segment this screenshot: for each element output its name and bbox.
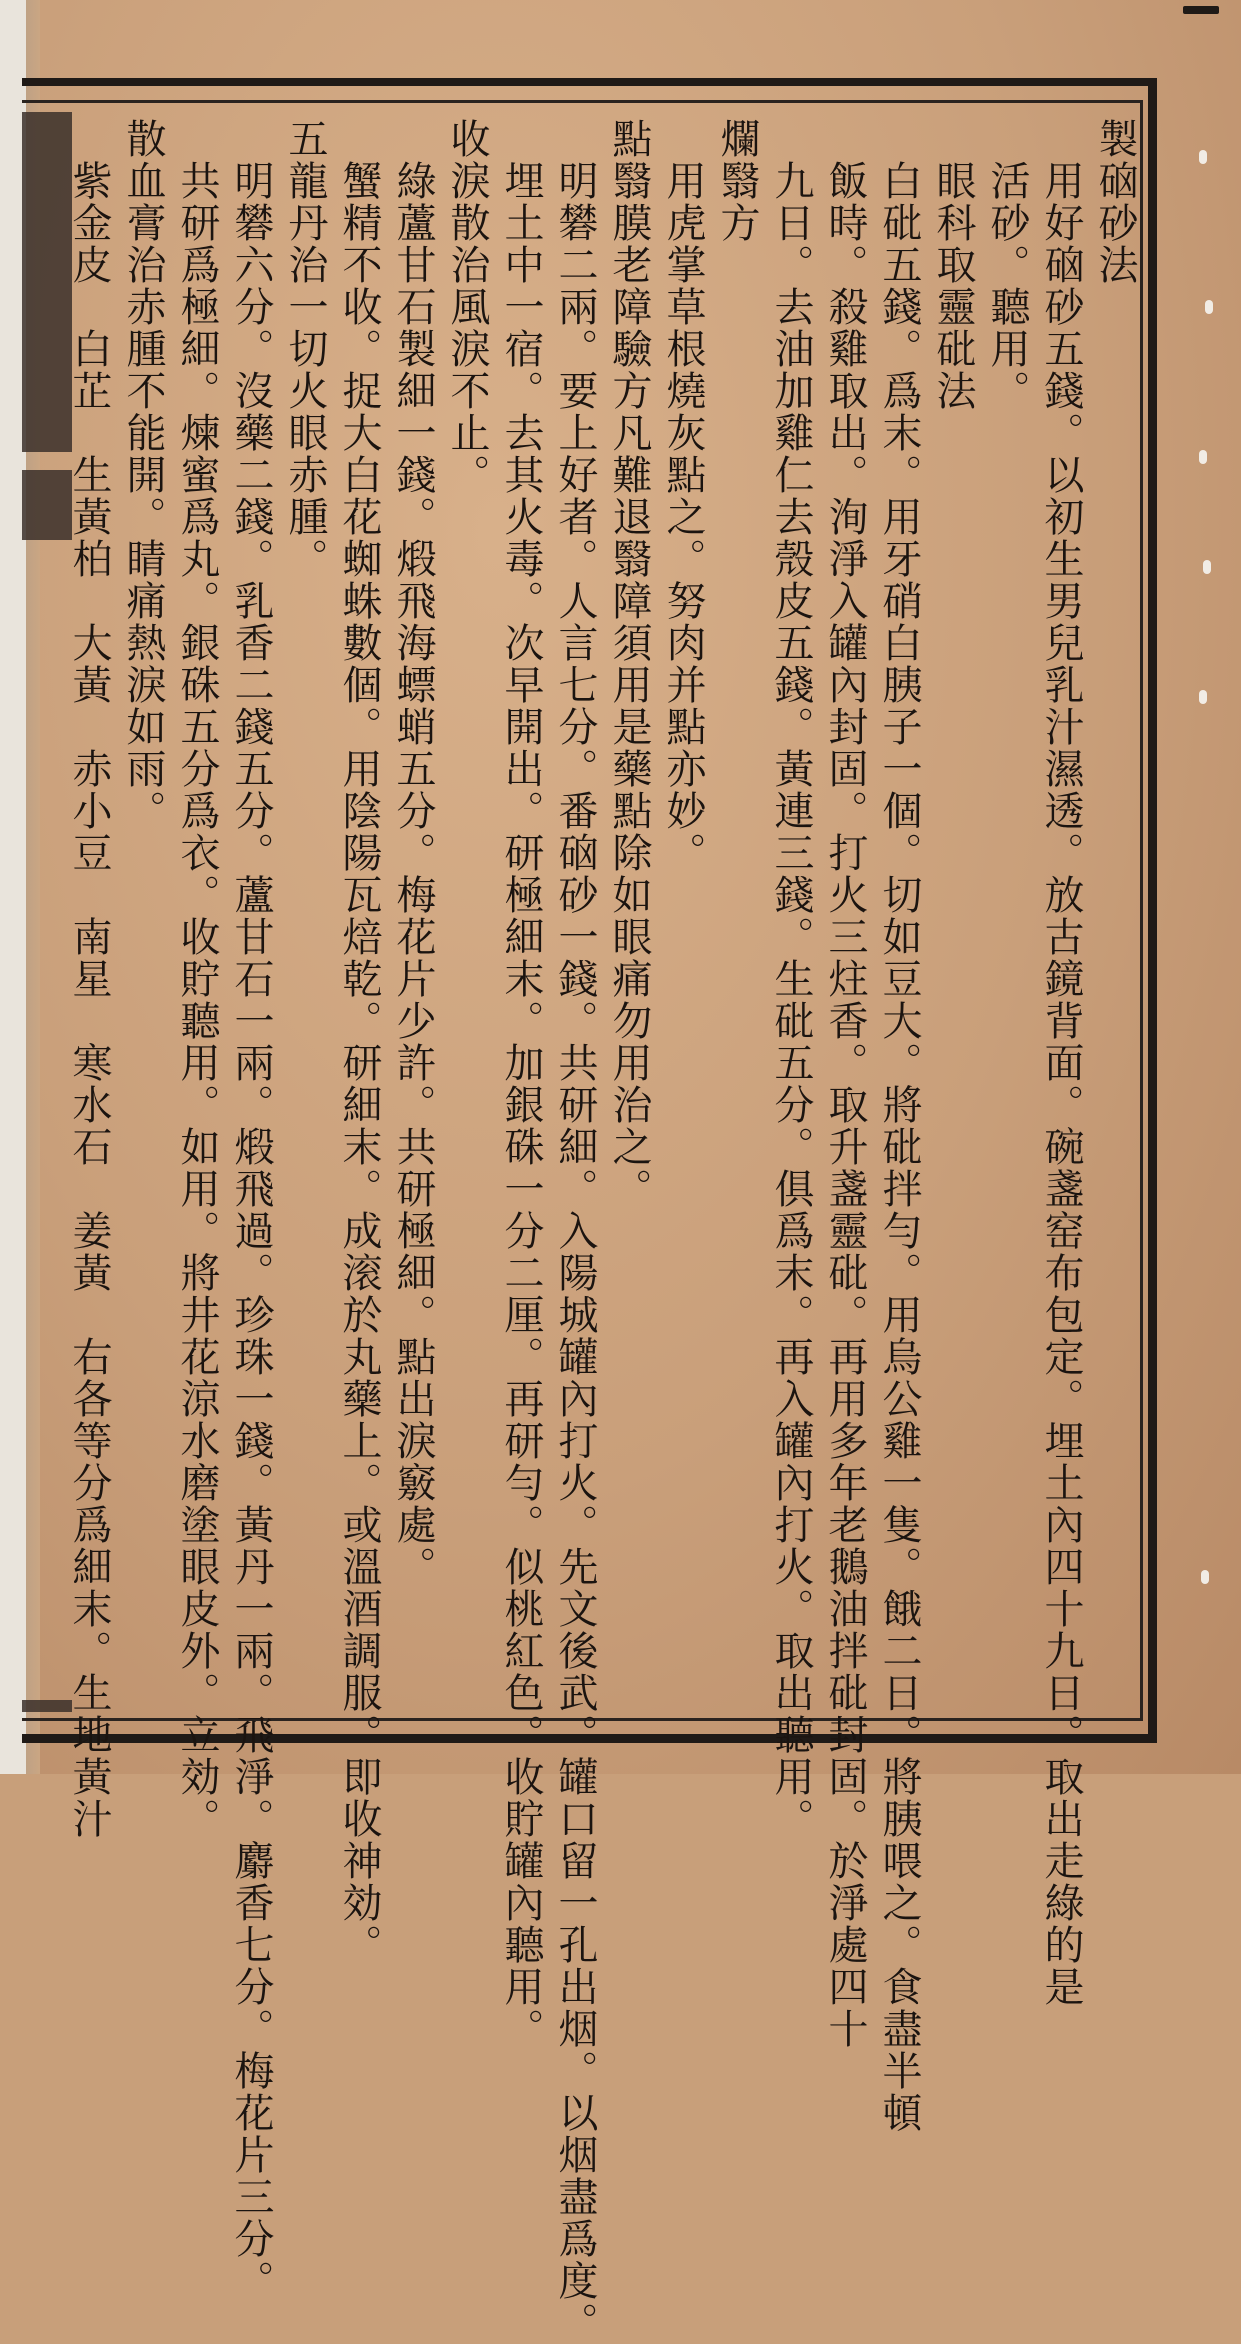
text-column-10: 點翳膜老障驗方凡難退翳障須用是藥點除如眼痛勿用治之。 — [606, 118, 652, 1210]
text-column-4: 眼科取靈砒法 — [930, 160, 976, 412]
text-column-8: 爛翳方 — [714, 118, 760, 244]
text-column-3: 活砂。聽用。 — [984, 160, 1030, 412]
text-column-16: 五龍丹治一切火眼赤腫。 — [282, 118, 328, 580]
vertical-text-block — [66, 118, 1138, 2344]
binding-hole — [1199, 690, 1207, 704]
binding-hole — [1203, 560, 1211, 574]
text-column-14: 綠蘆甘石製細一錢。煅飛海螵蛸五分。梅花片少許。共研極細。點出淚竅處。 — [390, 160, 436, 1588]
binding-hole — [1199, 450, 1207, 464]
text-column-15: 蟹精不收。捉大白花蜘蛛數個。用陰陽瓦焙乾。研細末。成滚於丸藥上。或溫酒調服。即收神効。 — [336, 160, 382, 1966]
bleed-through-mark — [22, 112, 72, 452]
text-column-17: 明礬六分。沒藥二錢。乳香二錢五分。蘆甘石一兩。煅飛過。珍珠一錢。黃丹一兩。飛淨。麝香七分。梅花片三分。 — [228, 160, 274, 2302]
text-column-7: 九日。去油加雞仁去殼皮五錢。黃連三錢。生砒五分。俱爲末。再入罐內打火。取出聽用。 — [768, 160, 814, 1840]
binding-holes — [1185, 0, 1225, 1774]
text-column-5: 白砒五錢。爲末。用牙硝白胰子一個。切如豆大。將砒拌勻。用烏公雞一隻。餓二日。將胰喂之。食盡半頓 — [876, 160, 922, 2134]
text-column-11: 明礬二兩。要上好者。人言七分。番硇砂一錢。共研細。入陽城罐內打火。先文後武。罐口留一孔出烟。以烟盡爲度。 — [552, 160, 598, 2344]
text-column-12: 埋土中一宿。去其火毒。次早開出。研極細末。加銀硃一分二厘。再研勻。似桃紅色。收貯罐內聽用。 — [498, 160, 544, 2050]
text-column-13: 收淚散治風淚不止。 — [444, 118, 490, 496]
bleed-through-mark — [22, 1700, 72, 1712]
text-column-1: 製硇砂法 — [1092, 118, 1138, 286]
binding-hole — [1199, 150, 1207, 164]
text-column-18: 共研爲極細。煉蜜爲丸。銀硃五分爲衣。收貯聽用。如用。將井花涼水磨塗眼皮外。立効。 — [174, 160, 220, 1840]
text-column-20: 紫金皮 白芷 生黃柏 大黃 赤小豆 南星 寒水石 姜黃 右各等分爲細末。生地黃汁 — [66, 160, 112, 1840]
text-column-2: 用好硇砂五錢。以初生男兒乳汁濕透。放古鏡背面。碗盞窑布包定。埋土內四十九日。取出走綠的是 — [1038, 160, 1084, 2008]
binding-hole — [1205, 300, 1213, 314]
text-column-19: 散血膏治赤腫不能開。睛痛熱淚如雨。 — [120, 118, 166, 832]
text-column-6: 飯時。殺雞取出。洵淨入罐內封固。打火三炷香。取升盞靈砒。再用多年老鵝油拌砒封固。於淨處四十 — [822, 160, 868, 2050]
bleed-through-mark — [22, 470, 72, 540]
text-column-9: 用虎掌草根燒灰點之。努肉并點亦妙。 — [660, 160, 706, 874]
binding-hole — [1201, 1570, 1209, 1584]
